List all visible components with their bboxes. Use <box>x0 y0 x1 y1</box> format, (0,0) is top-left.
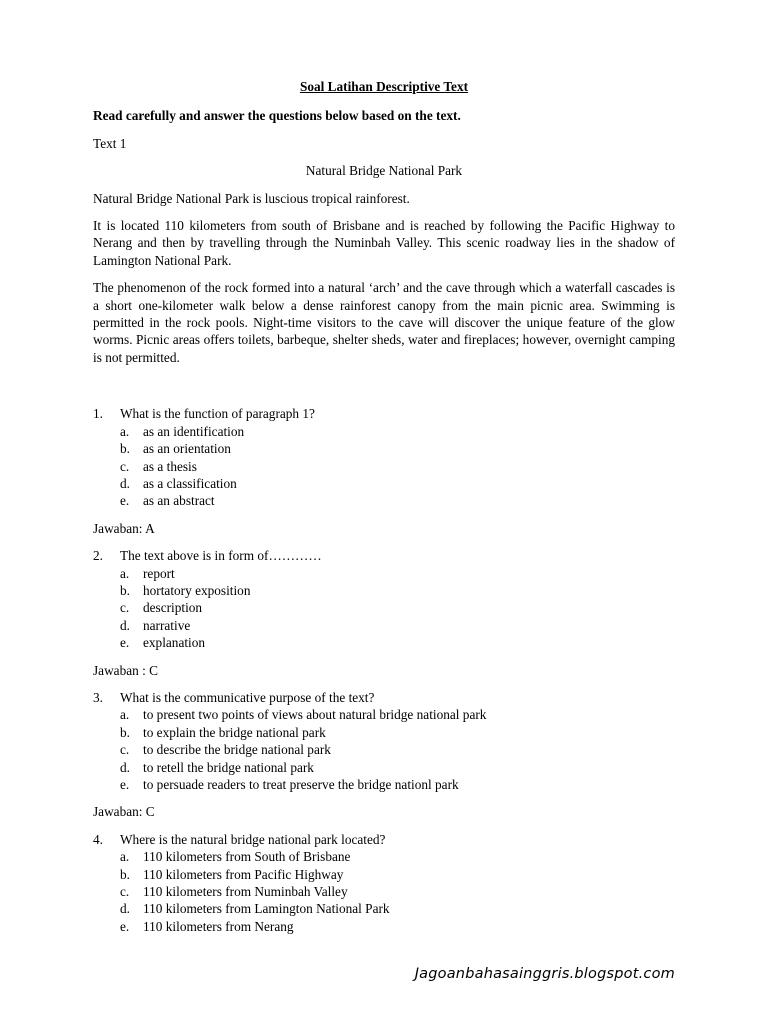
option-letter: e. <box>120 777 130 792</box>
option-b <box>93 582 675 599</box>
option-letter: e. <box>120 493 130 509</box>
option-text: 110 kilometers from Pacific Highway <box>143 866 344 882</box>
option-letter: a. <box>120 707 130 723</box>
option-letter: d. <box>120 475 130 491</box>
document-title: Soal Latihan Descriptive Text <box>299 79 469 94</box>
option-letter: c. <box>120 884 130 900</box>
option-d <box>93 475 675 492</box>
question-text: Where is the natural bridge national park located? <box>120 831 386 847</box>
option-b <box>93 440 675 457</box>
option-letter: b. <box>120 724 130 740</box>
option-letter: a. <box>120 565 130 581</box>
option-list <box>93 706 675 793</box>
option-text: to present two points of views about natural bridge national park <box>143 707 487 723</box>
option-a <box>93 565 675 582</box>
option-text: report <box>143 565 175 581</box>
paragraph-1: Natural Bridge National Park is luscious tropical rainforest. <box>93 190 410 206</box>
option-letter: e. <box>120 635 130 651</box>
option-letter: a. <box>120 849 130 865</box>
text-label: Text 1 <box>93 135 127 151</box>
option-a <box>93 423 675 440</box>
option-text: to persuade readers to treat preserve the bridge nationl park <box>143 777 459 792</box>
option-a <box>93 706 675 723</box>
option-text: as a classification <box>143 475 237 491</box>
option-c <box>93 883 675 900</box>
option-e <box>93 918 675 935</box>
option-letter: b. <box>120 866 130 882</box>
option-letter: e. <box>120 918 130 934</box>
question-number: 3. <box>93 689 103 705</box>
option-text: as a thesis <box>143 458 197 474</box>
option-text: explanation <box>143 635 206 651</box>
option-text: 110 kilometers from Nerang <box>143 918 294 934</box>
option-a <box>93 848 675 865</box>
option-letter: c. <box>120 742 130 758</box>
option-list <box>93 848 675 935</box>
question-number: 2. <box>93 548 103 564</box>
question-number: 1. <box>93 406 103 422</box>
option-list <box>93 423 675 510</box>
option-letter: c. <box>120 458 130 474</box>
question-list <box>93 405 675 935</box>
document-page <box>93 78 675 935</box>
instruction: Read carefully and answer the questions below based on the text. <box>93 108 461 124</box>
question-text: What is the function of paragraph 1? <box>120 406 315 422</box>
paragraph-3: The phenomenon of the rock formed into a natural ‘arch’ and the cave through which a waterfall cascades is a short one-kilometer walk below a dense rainforest canopy from the main picnic area. Swimming is permitted in the rock pools. Night-time visitors to the cave will discover the unique feature of the glow worms. Picnic areas offers toilets, barbeque, shelter sheds, water and fireplaces; however, overnight camping is not permitted. <box>93 280 675 365</box>
option-letter: d. <box>120 617 130 633</box>
question-2 <box>93 547 675 679</box>
option-c <box>93 458 675 475</box>
text-heading: Natural Bridge National Park <box>305 163 463 179</box>
option-text: 110 kilometers from Numinbah Valley <box>143 884 348 900</box>
option-text: as an abstract <box>143 493 215 509</box>
option-d <box>93 900 675 917</box>
answer-key: Jawaban: C <box>93 804 155 820</box>
option-text: to explain the bridge national park <box>143 724 326 740</box>
option-text: 110 kilometers from South of Brisbane <box>143 849 351 865</box>
question-4 <box>93 831 675 935</box>
question-number: 4. <box>93 831 103 847</box>
option-e <box>93 492 675 509</box>
option-text: 110 kilometers from Lamington National Park <box>143 901 390 917</box>
option-letter: d. <box>120 901 130 917</box>
option-text: narrative <box>143 617 191 633</box>
option-letter: d. <box>120 759 130 775</box>
footer-watermark: Jagoanbahasainggris.blogspot.com <box>414 966 675 982</box>
option-text: as an identification <box>143 423 245 439</box>
question-text: What is the communicative purpose of the text? <box>120 689 375 705</box>
question-1 <box>93 405 675 537</box>
option-letter: c. <box>120 600 130 616</box>
answer-key: Jawaban: A <box>93 520 155 536</box>
option-c <box>93 599 675 616</box>
option-text: to describe the bridge national park <box>143 742 331 758</box>
option-b <box>93 866 675 883</box>
paragraph-2: It is located 110 kilometers from south of Brisbane and is reached by following the Pacific Highway to Nerang and then by travelling through the Numinbah Valley. This scenic roadway lies in the shadow of Lamington National Park. <box>93 218 675 268</box>
question-3 <box>93 689 675 821</box>
option-text: hortatory exposition <box>143 582 251 598</box>
option-b <box>93 724 675 741</box>
option-e <box>93 776 675 793</box>
option-text: description <box>143 600 203 616</box>
option-letter: a. <box>120 423 130 439</box>
option-c <box>93 741 675 758</box>
option-letter: b. <box>120 582 130 598</box>
option-d <box>93 617 675 634</box>
answer-key: Jawaban : C <box>93 662 158 678</box>
question-text: The text above is in form of………… <box>120 548 322 564</box>
option-e <box>93 634 675 651</box>
option-text: to retell the bridge national park <box>143 759 314 775</box>
option-text: as an orientation <box>143 441 231 457</box>
option-d <box>93 759 675 776</box>
option-letter: b. <box>120 441 130 457</box>
option-list <box>93 565 675 652</box>
